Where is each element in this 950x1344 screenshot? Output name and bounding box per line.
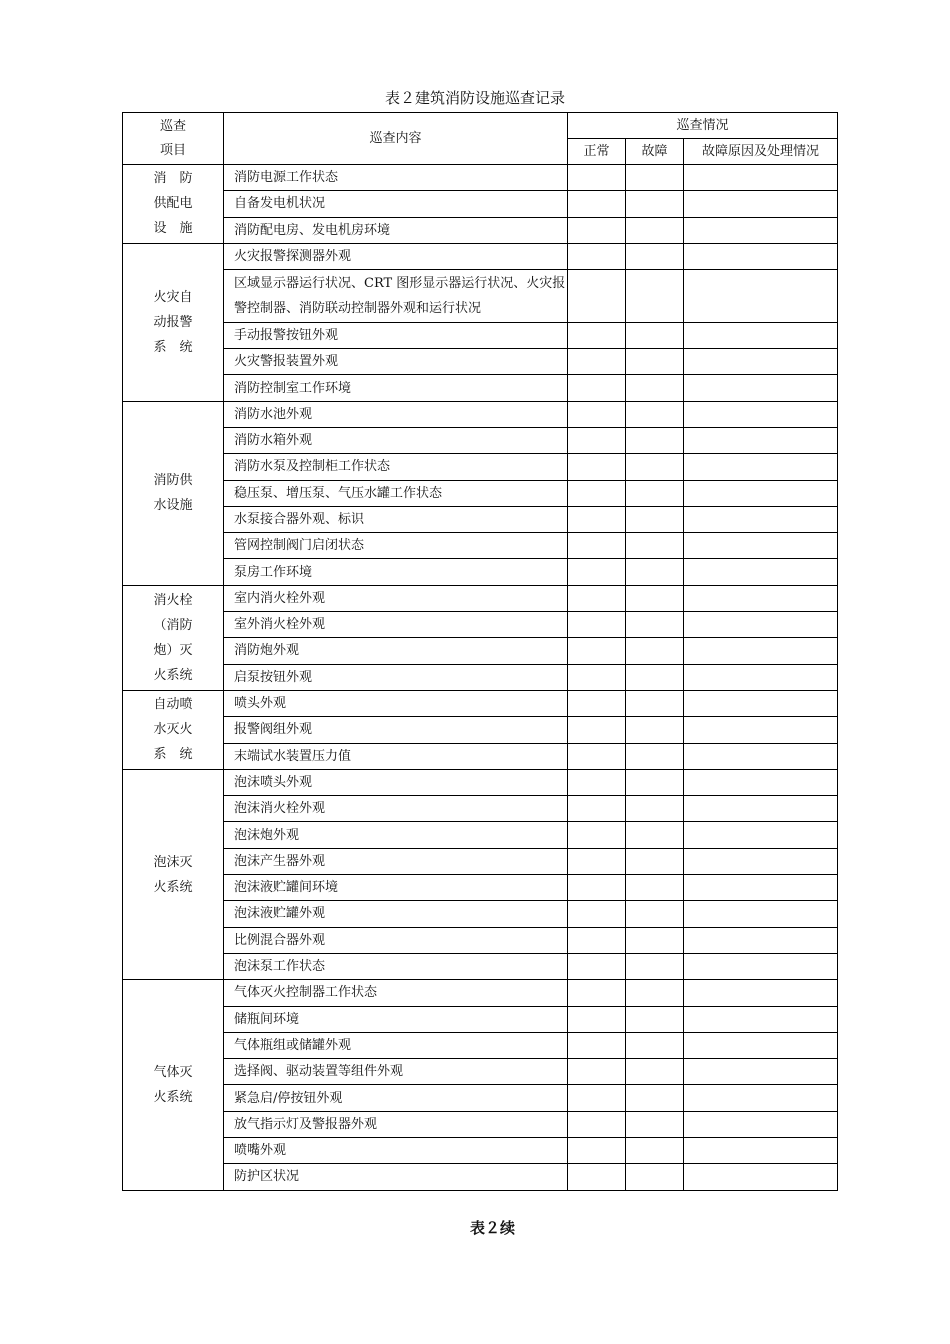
table-row (123, 375, 838, 401)
fault-reason-cell[interactable] (684, 875, 838, 901)
inspection-content-cell: 自备发电机状况 (224, 191, 568, 217)
category-label-line: 泡沫灭 (153, 854, 193, 870)
inspection-content-cell: 室内消火栓外观 (224, 585, 568, 611)
inspection-content-cell: 喷嘴外观 (224, 1137, 568, 1163)
category-label-line: 系 统 (153, 747, 193, 763)
category-label-line: 自动喷 (153, 697, 193, 713)
fault-cell[interactable] (626, 270, 684, 323)
fault-reason-cell[interactable] (684, 322, 838, 348)
fault-reason-cell[interactable] (684, 1032, 838, 1058)
inspection-content-cell: 泡沫炮外观 (224, 822, 568, 848)
inspection-content-cell: 气体灭火控制器工作状态 (224, 980, 568, 1006)
fault-cell[interactable] (626, 638, 684, 664)
category-cell (123, 690, 224, 769)
normal-cell[interactable] (568, 191, 626, 217)
table-row (123, 349, 838, 375)
table-row (123, 480, 838, 506)
fault-reason-cell[interactable] (684, 480, 838, 506)
inspection-content-cell: 储瓶间环境 (224, 1006, 568, 1032)
inspection-content-cell: 消防炮外观 (224, 638, 568, 664)
category-label-line: 火系统 (153, 667, 193, 683)
inspection-content-cell: 消防水箱外观 (224, 427, 568, 453)
inspection-content-cell: 紧急启/停按钮外观 (224, 1085, 568, 1111)
normal-cell[interactable] (568, 612, 626, 638)
normal-cell[interactable] (568, 980, 626, 1006)
normal-cell[interactable] (568, 796, 626, 822)
category-label-line: 火系统 (153, 1089, 193, 1105)
inspection-content-cell: 火灾报警探测器外观 (224, 243, 568, 269)
fault-reason-cell[interactable] (684, 243, 838, 269)
fault-reason-cell[interactable] (684, 690, 838, 716)
category-label-line: 水灭火 (153, 722, 193, 738)
table-row (123, 875, 838, 901)
fault-cell[interactable] (626, 664, 684, 690)
inspection-content-cell: 泡沫液贮罐外观 (224, 901, 568, 927)
fault-reason-cell[interactable] (684, 559, 838, 585)
normal-cell[interactable] (568, 375, 626, 401)
normal-cell[interactable] (568, 1164, 626, 1190)
table-row (123, 322, 838, 348)
fault-reason-cell[interactable] (684, 980, 838, 1006)
inspection-content-cell: 火灾警报装置外观 (224, 349, 568, 375)
fault-cell[interactable] (626, 953, 684, 979)
fault-reason-cell[interactable] (684, 1111, 838, 1137)
category-cell (123, 585, 224, 690)
fault-reason-cell[interactable] (684, 506, 838, 532)
normal-cell[interactable] (568, 901, 626, 927)
fault-reason-cell[interactable] (684, 349, 838, 375)
fault-reason-cell[interactable] (684, 165, 838, 191)
category-label-line: 系 统 (153, 339, 193, 355)
header-fault: 故障 (626, 139, 684, 165)
inspection-content-cell: 稳压泵、增压泵、气压水罐工作状态 (224, 480, 568, 506)
normal-cell[interactable] (568, 690, 626, 716)
table-row (123, 1006, 838, 1032)
fault-cell[interactable] (626, 875, 684, 901)
table-row (123, 664, 838, 690)
fault-cell[interactable] (626, 322, 684, 348)
normal-cell[interactable] (568, 454, 626, 480)
normal-cell[interactable] (568, 506, 626, 532)
fault-cell[interactable] (626, 401, 684, 427)
fault-reason-cell[interactable] (684, 612, 838, 638)
fault-cell[interactable] (626, 427, 684, 453)
table-row (123, 427, 838, 453)
fault-cell[interactable] (626, 822, 684, 848)
fault-reason-cell[interactable] (684, 1085, 838, 1111)
inspection-content-cell: 泡沫产生器外观 (224, 848, 568, 874)
table-row (123, 901, 838, 927)
normal-cell[interactable] (568, 717, 626, 743)
inspection-content-cell: 泡沫消火栓外观 (224, 796, 568, 822)
header-fault-reason: 故障原因及处理情况 (684, 139, 838, 165)
fault-cell[interactable] (626, 349, 684, 375)
table-row (123, 191, 838, 217)
table-row (123, 612, 838, 638)
table-row (123, 217, 838, 243)
inspection-content-cell: 放气指示灯及警报器外观 (224, 1111, 568, 1137)
record-body (123, 165, 838, 1191)
fault-cell[interactable] (626, 901, 684, 927)
table-row (123, 1032, 838, 1058)
fault-cell[interactable] (626, 1085, 684, 1111)
fault-cell[interactable] (626, 1006, 684, 1032)
normal-cell[interactable] (568, 427, 626, 453)
table-row (123, 980, 838, 1006)
fault-cell[interactable] (626, 1137, 684, 1163)
category-cell (123, 980, 224, 1190)
normal-cell[interactable] (568, 559, 626, 585)
normal-cell[interactable] (568, 1085, 626, 1111)
table-row (123, 243, 838, 269)
fault-cell[interactable] (626, 165, 684, 191)
table-row (123, 927, 838, 953)
inspection-content-cell: 水泵接合器外观、标识 (224, 506, 568, 532)
fault-reason-cell[interactable] (684, 927, 838, 953)
fault-reason-cell[interactable] (684, 270, 838, 323)
normal-cell[interactable] (568, 1059, 626, 1085)
fault-reason-cell[interactable] (684, 454, 838, 480)
table-row (123, 1085, 838, 1111)
inspection-content-cell: 消防水池外观 (224, 401, 568, 427)
inspection-content-cell: 泵房工作环境 (224, 559, 568, 585)
category-label-line: 供配电 (153, 196, 193, 212)
fault-cell[interactable] (626, 612, 684, 638)
fault-reason-cell[interactable] (684, 664, 838, 690)
fault-reason-cell[interactable] (684, 1137, 838, 1163)
normal-cell[interactable] (568, 769, 626, 795)
inspection-content-cell: 比例混合器外观 (224, 927, 568, 953)
category-cell (123, 165, 224, 244)
table-row (123, 769, 838, 795)
fault-cell[interactable] (626, 559, 684, 585)
category-label-line: （消防 (153, 617, 193, 633)
fault-reason-cell[interactable] (684, 533, 838, 559)
normal-cell[interactable] (568, 953, 626, 979)
fault-cell[interactable] (626, 480, 684, 506)
header-inspection-content: 巡查内容 (224, 113, 568, 165)
normal-cell[interactable] (568, 270, 626, 323)
header-item-line: 巡查 (159, 118, 186, 134)
normal-cell[interactable] (568, 1006, 626, 1032)
inspection-content-cell: 管网控制阀门启闭状态 (224, 533, 568, 559)
inspection-content-cell: 区域显示器运行状况、CRT 图形显示器运行状况、火灾报警控制器、消防联动控制器外观和运行状况 (224, 270, 568, 323)
normal-cell[interactable] (568, 243, 626, 269)
normal-cell[interactable] (568, 822, 626, 848)
inspection-content-cell: 泡沫喷头外观 (224, 769, 568, 795)
table-row (123, 506, 838, 532)
fault-reason-cell[interactable] (684, 427, 838, 453)
category-label-line: 设 施 (153, 221, 193, 237)
fault-reason-cell[interactable] (684, 796, 838, 822)
fault-cell[interactable] (626, 1111, 684, 1137)
category-label-line: 火灾自 (153, 289, 193, 305)
table-row (123, 953, 838, 979)
table-row (123, 270, 838, 323)
inspection-content-cell: 气体瓶组或储罐外观 (224, 1032, 568, 1058)
category-label-line: 消防供 (153, 473, 193, 489)
fault-reason-cell[interactable] (684, 901, 838, 927)
table-row (123, 1137, 838, 1163)
inspection-content-cell: 喷头外观 (224, 690, 568, 716)
inspection-content-cell: 泡沫液贮罐间环境 (224, 875, 568, 901)
normal-cell[interactable] (568, 875, 626, 901)
category-cell (123, 243, 224, 401)
inspection-content-cell: 消防水泵及控制柜工作状态 (224, 454, 568, 480)
normal-cell[interactable] (568, 664, 626, 690)
fault-reason-cell[interactable] (684, 401, 838, 427)
fault-cell[interactable] (626, 796, 684, 822)
fault-reason-cell[interactable] (684, 191, 838, 217)
normal-cell[interactable] (568, 927, 626, 953)
header-inspection-situation: 巡查情况 (568, 113, 838, 139)
normal-cell[interactable] (568, 165, 626, 191)
fault-cell[interactable] (626, 769, 684, 795)
fault-reason-cell[interactable] (684, 217, 838, 243)
fault-cell[interactable] (626, 1032, 684, 1058)
fault-reason-cell[interactable] (684, 822, 838, 848)
table-row (123, 585, 838, 611)
table-row (123, 743, 838, 769)
inspection-content-cell: 防护区状况 (224, 1164, 568, 1190)
normal-cell[interactable] (568, 638, 626, 664)
fault-reason-cell[interactable] (684, 848, 838, 874)
fault-cell[interactable] (626, 1059, 684, 1085)
fault-cell[interactable] (626, 506, 684, 532)
category-label-line: 消 防 (153, 171, 193, 187)
inspection-content-cell: 室外消火栓外观 (224, 612, 568, 638)
fault-cell[interactable] (626, 717, 684, 743)
table-row (123, 1164, 838, 1190)
table-row (123, 848, 838, 874)
inspection-content-cell: 消防电源工作状态 (224, 165, 568, 191)
inspection-record-table (122, 112, 838, 1191)
fault-reason-cell[interactable] (684, 1164, 838, 1190)
fault-cell[interactable] (626, 533, 684, 559)
category-label-line: 气体灭 (153, 1064, 193, 1080)
header-inspection-item (123, 113, 224, 165)
normal-cell[interactable] (568, 848, 626, 874)
fault-reason-cell[interactable] (684, 585, 838, 611)
normal-cell[interactable] (568, 533, 626, 559)
fault-cell[interactable] (626, 743, 684, 769)
normal-cell[interactable] (568, 1032, 626, 1058)
inspection-content-cell: 消防配电房、发电机房环境 (224, 217, 568, 243)
normal-cell[interactable] (568, 322, 626, 348)
fault-reason-cell[interactable] (684, 717, 838, 743)
inspection-content-cell: 泡沫泵工作状态 (224, 953, 568, 979)
table-row (123, 401, 838, 427)
inspection-content-cell: 启泵按钮外观 (224, 664, 568, 690)
normal-cell[interactable] (568, 1137, 626, 1163)
category-label-line: 动报警 (153, 314, 193, 330)
inspection-content-cell: 报警阀组外观 (224, 717, 568, 743)
fault-reason-cell[interactable] (684, 638, 838, 664)
fault-cell[interactable] (626, 191, 684, 217)
normal-cell[interactable] (568, 480, 626, 506)
normal-cell[interactable] (568, 217, 626, 243)
normal-cell[interactable] (568, 585, 626, 611)
table-row (123, 690, 838, 716)
normal-cell[interactable] (568, 401, 626, 427)
table-row (123, 533, 838, 559)
table-row (123, 1059, 838, 1085)
category-label-line: 火系统 (153, 879, 193, 895)
page-title: 表２建筑消防设施巡查记录 (384, 89, 565, 107)
table-row (123, 796, 838, 822)
fault-reason-cell[interactable] (684, 375, 838, 401)
table-row (123, 638, 838, 664)
table-row (123, 1111, 838, 1137)
header-normal: 正常 (568, 139, 626, 165)
fault-cell[interactable] (626, 217, 684, 243)
category-label-line: 消火栓 (153, 592, 193, 608)
fault-reason-cell[interactable] (684, 769, 838, 795)
inspection-content-cell: 手动报警按钮外观 (224, 322, 568, 348)
fault-reason-cell[interactable] (684, 1059, 838, 1085)
fault-cell[interactable] (626, 585, 684, 611)
inspection-content-cell: 消防控制室工作环境 (224, 375, 568, 401)
table-row (123, 717, 838, 743)
category-label-line: 炮）灭 (153, 642, 193, 658)
header-item-line: 项目 (159, 142, 186, 158)
fault-cell[interactable] (626, 454, 684, 480)
normal-cell[interactable] (568, 1111, 626, 1137)
fault-reason-cell[interactable] (684, 743, 838, 769)
normal-cell[interactable] (568, 743, 626, 769)
table-row (123, 559, 838, 585)
category-label-line: 水设施 (153, 498, 193, 514)
fault-cell[interactable] (626, 848, 684, 874)
inspection-content-cell: 末端试水装置压力值 (224, 743, 568, 769)
fault-cell[interactable] (626, 375, 684, 401)
fault-reason-cell[interactable] (684, 1006, 838, 1032)
table-row (123, 165, 838, 191)
fault-cell[interactable] (626, 690, 684, 716)
fault-cell[interactable] (626, 980, 684, 1006)
category-cell (123, 769, 224, 979)
fault-reason-cell[interactable] (684, 953, 838, 979)
table-row (123, 822, 838, 848)
table-row (123, 454, 838, 480)
fault-cell[interactable] (626, 1164, 684, 1190)
normal-cell[interactable] (568, 349, 626, 375)
continued-title: 表２续 (469, 1219, 515, 1237)
fault-cell[interactable] (626, 927, 684, 953)
category-cell (123, 401, 224, 585)
fault-cell[interactable] (626, 243, 684, 269)
inspection-content-cell: 选择阀、驱动装置等组件外观 (224, 1059, 568, 1085)
